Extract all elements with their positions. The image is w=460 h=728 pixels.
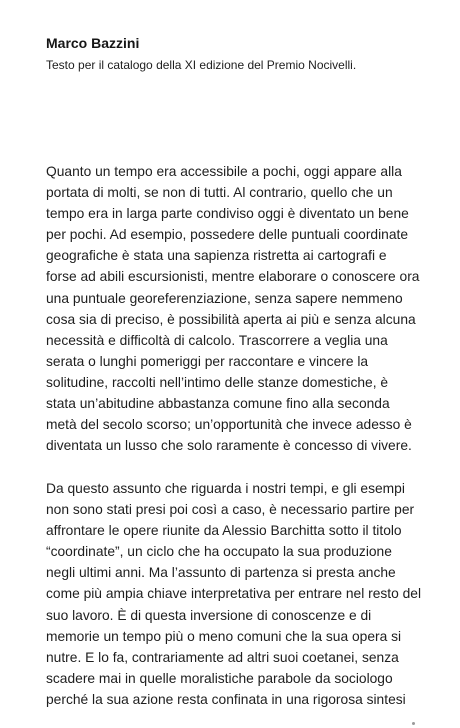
page-corner-mark — [412, 722, 415, 725]
text-line: necessità e difficoltà di calcolo. Trascorrere a veglia una — [46, 332, 388, 348]
document-subtitle: Testo per il catalogo della XI edizione del Premio Nocivelli. — [46, 58, 357, 72]
text-line: “coordinate”, un ciclo che ha occupato la sua produzione — [46, 544, 392, 560]
text-line: Quanto un tempo era accessibile a pochi, oggi appare alla — [46, 164, 402, 179]
paragraph-1 — [46, 161, 424, 456]
text-line: nutre. E lo fa, contrariamente ad altri suoi coetanei, senza — [46, 649, 399, 665]
text-line: serata o lunghi pomeriggi per raccontare e vincere la — [46, 353, 369, 369]
text-line: forse ad abili escursionisti, mentre elaborare o conoscere ora — [46, 269, 420, 285]
text-line: scadere mai in quelle moralistiche parabole da sociologo — [46, 670, 393, 686]
text-line: geografiche è stata una sapienza ristretta ai cartografi e — [46, 248, 387, 264]
text-line: tempo era in larga parte condiviso oggi è diventato un bene — [46, 206, 409, 222]
text-line: affrontare le opere riunite da Alessio Barchitta sotto il titolo — [46, 523, 402, 539]
paragraph-2 — [46, 478, 424, 710]
text-line: come più ampia chiave interpretativa per entrare nel resto del — [46, 586, 422, 602]
text-line: metà del secolo scorso; un’opportunità che invece adesso è — [46, 417, 412, 433]
text-line: perché la sua azione resta confinata in una rigorosa sintesi — [46, 691, 406, 707]
text-line: non sono stati presi poi così a caso, è necessario partire per — [46, 502, 415, 518]
text-line: negli ultimi anni. Ma l’assunto di partenza si presta anche — [46, 565, 396, 581]
text-line: memorie un tempo più o meno comuni che la sua opera si — [46, 628, 402, 644]
text-line: diventata un lusso che solo raramente è concesso di vivere. — [46, 438, 412, 454]
text-line: portata di molti, se non di tutti. Al contrario, quello che un — [46, 185, 393, 201]
author-name: Marco Bazzini — [46, 35, 140, 51]
text-line: stata un’abitudine abbastanza comune fino alla seconda — [46, 396, 390, 412]
text-line: Da questo assunto che riguarda i nostri tempi, e gli esempi — [46, 481, 405, 496]
text-line: per pochi. Ad esempio, possedere delle puntuali coordinate — [46, 227, 409, 243]
text-line: cosa sia di preciso, è possibilità aperta ai più e senza alcuna — [46, 311, 416, 327]
text-line: solitudine, raccolti nell’intimo delle stanze domestiche, è — [46, 374, 389, 390]
text-line: una puntuale georeferenziazione, senza sapere nemmeno — [46, 290, 403, 306]
text-line: suo lavoro. È di questa inversione di conoscenze e di — [46, 607, 372, 623]
